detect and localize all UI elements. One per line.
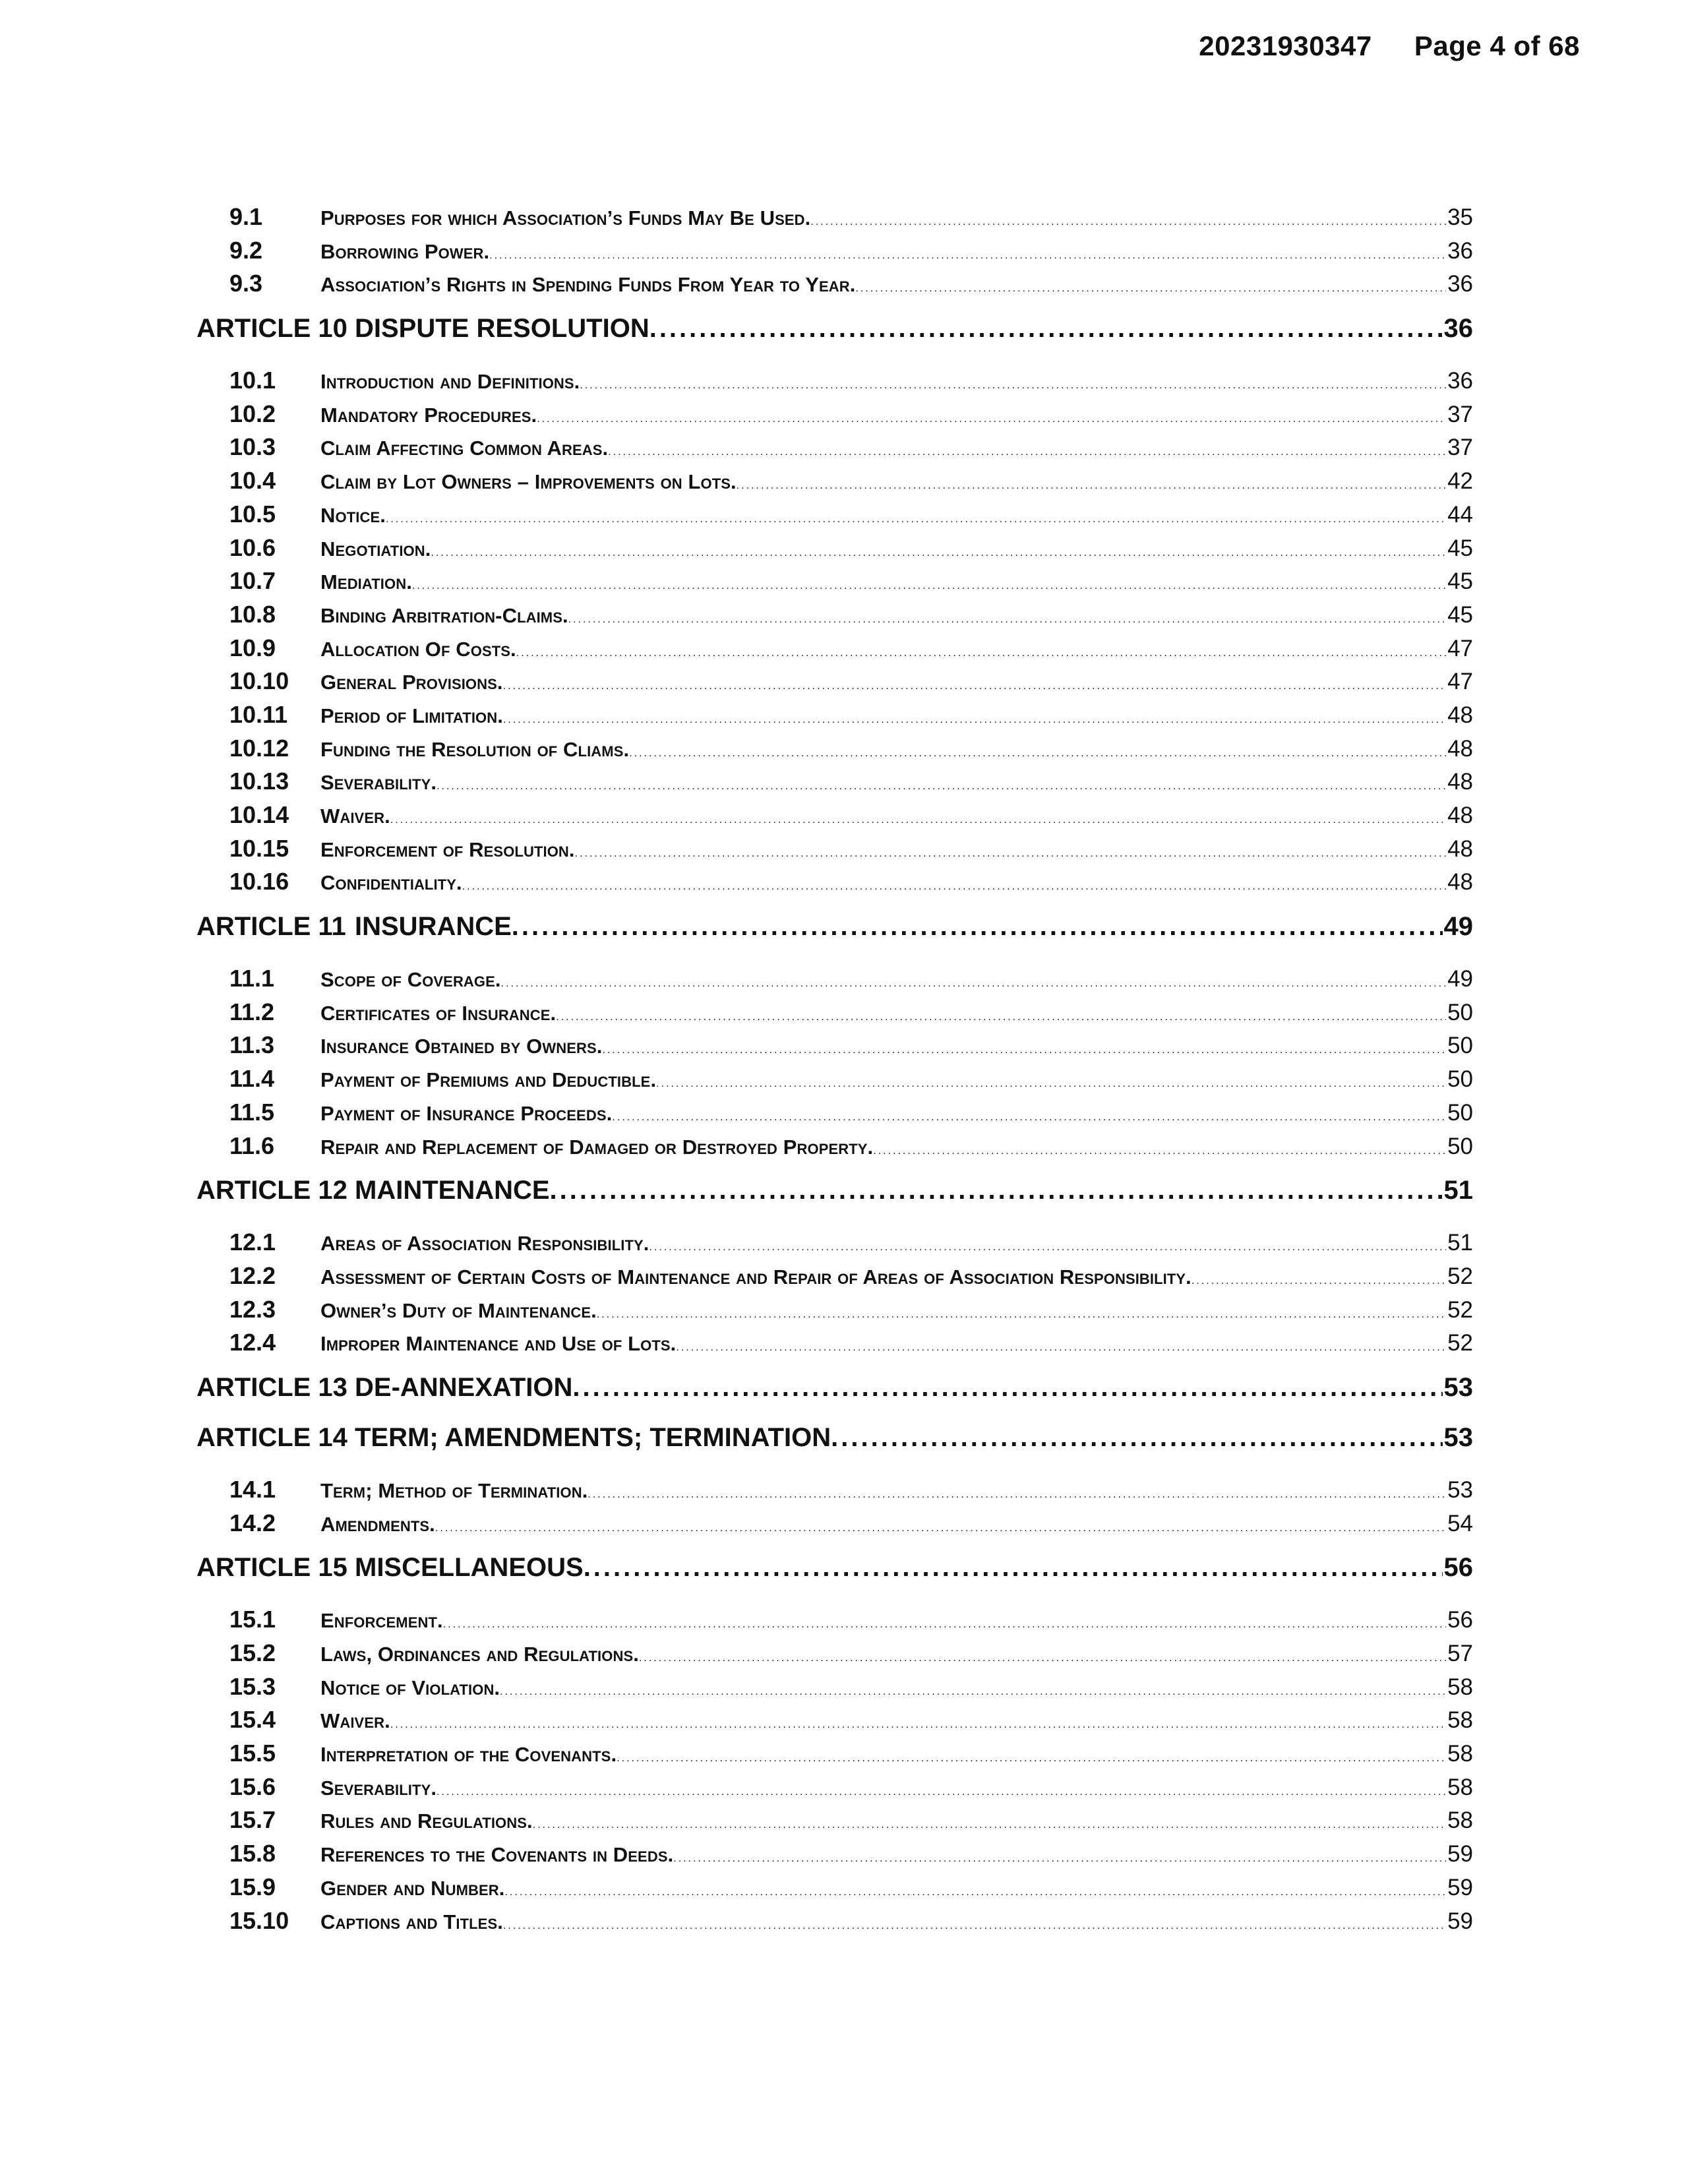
toc-article-heading[interactable] bbox=[196, 1177, 1473, 1213]
section-page-number: 58 bbox=[1447, 1774, 1473, 1800]
article-title: DE-ANNEXATION bbox=[355, 1372, 573, 1402]
section-title: Claim Affecting Common Areas. bbox=[320, 437, 609, 460]
toc-section-entry[interactable] bbox=[196, 1029, 1473, 1062]
article-page-number: 36 bbox=[1443, 314, 1473, 344]
section-page-number: 53 bbox=[1447, 1476, 1473, 1503]
toc-section-entry[interactable] bbox=[196, 364, 1473, 398]
dot-leader bbox=[588, 1478, 1446, 1512]
section-title: Captions and Titles. bbox=[320, 1910, 503, 1933]
toc-section-entry[interactable] bbox=[196, 1603, 1473, 1637]
section-title: Borrowing Power. bbox=[320, 239, 490, 263]
toc-lead-sections bbox=[196, 200, 1473, 301]
dot-leader bbox=[390, 804, 1446, 837]
dot-leader bbox=[617, 1742, 1446, 1776]
section-page-number: 50 bbox=[1447, 1099, 1473, 1126]
article-page-number: 49 bbox=[1443, 912, 1473, 942]
section-page-number: 54 bbox=[1447, 1510, 1473, 1536]
article-number: ARTICLE 13 bbox=[196, 1372, 347, 1402]
dot-leader bbox=[673, 1842, 1446, 1876]
dot-leader bbox=[500, 1676, 1446, 1709]
article-page-number: 53 bbox=[1443, 1372, 1473, 1402]
dot-leader bbox=[537, 403, 1446, 437]
section-number: 10.1 bbox=[229, 367, 276, 394]
section-number: 10.15 bbox=[229, 834, 289, 862]
dot-leader bbox=[572, 1374, 1442, 1401]
section-page-number: 59 bbox=[1447, 1874, 1473, 1900]
toc-section-entry[interactable] bbox=[196, 996, 1473, 1029]
toc-section-entry[interactable] bbox=[196, 531, 1473, 565]
toc-article-heading[interactable] bbox=[196, 1554, 1473, 1590]
section-page-number: 45 bbox=[1447, 601, 1473, 628]
dot-leader bbox=[412, 570, 1446, 603]
page-header bbox=[1199, 30, 1580, 62]
section-page-number: 48 bbox=[1447, 803, 1473, 828]
section-title: Term; Method of Termination. bbox=[320, 1478, 588, 1502]
section-number: 14.1 bbox=[229, 1475, 276, 1503]
dot-leader bbox=[873, 1135, 1446, 1168]
toc-article-heading[interactable] bbox=[196, 913, 1473, 949]
section-title: Enforcement. bbox=[320, 1609, 443, 1633]
section-title: Purposes for which Association’s Funds May Be Used. bbox=[320, 206, 811, 229]
toc-section-entry[interactable] bbox=[196, 765, 1473, 799]
toc-section-entry[interactable] bbox=[196, 1670, 1473, 1704]
toc-section-entry[interactable] bbox=[196, 1904, 1473, 1938]
dot-leader bbox=[649, 1231, 1446, 1265]
section-number: 14.2 bbox=[229, 1509, 276, 1536]
section-title: Payment of Insurance Proceeds. bbox=[320, 1101, 613, 1125]
dot-leader bbox=[556, 1001, 1446, 1035]
toc-section-entry[interactable] bbox=[196, 1771, 1473, 1804]
section-number: 10.4 bbox=[229, 467, 276, 495]
section-page-number: 36 bbox=[1447, 271, 1473, 297]
section-title: Claim by Lot Owners – Improvements on Lots. bbox=[320, 470, 737, 494]
toc-article-heading[interactable] bbox=[196, 1424, 1473, 1460]
section-page-number: 50 bbox=[1447, 1066, 1473, 1093]
toc-article-group bbox=[196, 1374, 1473, 1410]
section-page-number: 48 bbox=[1447, 735, 1473, 762]
toc-section-entry[interactable] bbox=[196, 1737, 1473, 1771]
article-page-number: 51 bbox=[1443, 1176, 1473, 1205]
dot-leader bbox=[390, 1709, 1446, 1742]
toc-section-entry[interactable] bbox=[196, 200, 1473, 234]
section-number: 15.5 bbox=[229, 1740, 276, 1767]
dot-leader bbox=[1191, 1265, 1446, 1298]
dot-leader bbox=[435, 1512, 1446, 1546]
toc-article-group bbox=[196, 1177, 1473, 1360]
section-title: Owner’s Duty of Maintenance. bbox=[320, 1298, 597, 1322]
section-page-number: 37 bbox=[1447, 435, 1473, 461]
toc-section-entry[interactable] bbox=[196, 1259, 1473, 1293]
article-number: ARTICLE 14 bbox=[196, 1422, 347, 1452]
section-title: Assessment of Certain Costs of Maintenance and Repair of Areas of Association Responsibility. bbox=[320, 1265, 1191, 1289]
toc-section-entry[interactable] bbox=[196, 464, 1473, 498]
dot-leader bbox=[568, 603, 1446, 637]
dot-leader bbox=[437, 770, 1446, 804]
dot-leader bbox=[608, 436, 1446, 470]
toc-section-entry[interactable] bbox=[196, 234, 1473, 268]
section-page-number: 58 bbox=[1447, 1674, 1473, 1700]
article-title: MAINTENANCE bbox=[355, 1176, 550, 1205]
toc-section-entry[interactable] bbox=[196, 632, 1473, 665]
section-number: 10.11 bbox=[229, 700, 288, 728]
section-page-number: 50 bbox=[1447, 999, 1473, 1025]
article-number: ARTICLE 15 bbox=[196, 1553, 347, 1583]
article-page-number: 53 bbox=[1443, 1422, 1473, 1452]
dot-leader bbox=[584, 1554, 1443, 1581]
article-title: MISCELLANEOUS bbox=[355, 1553, 584, 1583]
document-number: 20231930347 bbox=[1199, 30, 1372, 61]
section-number: 9.3 bbox=[229, 270, 263, 297]
dot-leader bbox=[602, 1034, 1446, 1068]
toc-section-entry[interactable] bbox=[196, 799, 1473, 832]
section-number: 15.2 bbox=[229, 1639, 276, 1666]
section-number: 11.5 bbox=[229, 1098, 275, 1126]
article-number: ARTICLE 11 bbox=[196, 912, 346, 942]
section-page-number: 57 bbox=[1447, 1641, 1473, 1666]
section-number: 10.8 bbox=[229, 600, 276, 628]
dot-leader bbox=[462, 870, 1446, 904]
section-page-number: 37 bbox=[1447, 401, 1473, 427]
toc-section-entry[interactable] bbox=[196, 1837, 1473, 1871]
section-title: Repair and Replacement of Damaged or Destroyed Property. bbox=[320, 1135, 874, 1159]
section-title: Association’s Rights in Spending Funds From Year to Year. bbox=[320, 273, 856, 297]
section-page-number: 44 bbox=[1447, 501, 1473, 528]
toc-section-entry[interactable] bbox=[196, 1507, 1473, 1540]
section-number: 10.13 bbox=[229, 768, 289, 795]
section-number: 10.14 bbox=[229, 801, 289, 828]
dot-leader bbox=[503, 1910, 1446, 1943]
section-title: Confidentiality. bbox=[320, 871, 462, 895]
section-page-number: 50 bbox=[1447, 1033, 1473, 1059]
toc-article-heading[interactable] bbox=[196, 1374, 1473, 1410]
section-title: Gender and Number. bbox=[320, 1876, 505, 1900]
section-number: 15.8 bbox=[229, 1840, 276, 1867]
dot-leader bbox=[639, 1642, 1446, 1676]
section-number: 12.4 bbox=[229, 1329, 276, 1356]
toc-section-entry[interactable] bbox=[196, 1804, 1473, 1837]
section-title: Amendments. bbox=[320, 1512, 435, 1536]
section-number: 15.9 bbox=[229, 1873, 276, 1900]
section-number: 10.5 bbox=[229, 500, 276, 528]
section-number: 15.1 bbox=[229, 1606, 276, 1633]
toc-section-entry[interactable] bbox=[196, 267, 1473, 301]
section-page-number: 58 bbox=[1447, 1807, 1473, 1834]
section-page-number: 48 bbox=[1447, 769, 1473, 795]
dot-leader bbox=[504, 1876, 1446, 1910]
section-page-number: 48 bbox=[1447, 702, 1473, 728]
toc-section-entry[interactable] bbox=[196, 1096, 1473, 1130]
section-page-number: 52 bbox=[1447, 1330, 1473, 1356]
section-title: Interpretation of the Covenants. bbox=[320, 1743, 617, 1767]
section-title: References to the Covenants in Deeds. bbox=[320, 1843, 674, 1867]
section-title: Period of Limitation. bbox=[320, 704, 503, 727]
toc-section-entry[interactable] bbox=[196, 1293, 1473, 1327]
section-number: 11.1 bbox=[229, 965, 275, 992]
section-title: Negotiation. bbox=[320, 537, 431, 561]
toc-section-entry[interactable] bbox=[196, 398, 1473, 431]
section-page-number: 48 bbox=[1447, 869, 1473, 895]
section-number: 10.16 bbox=[229, 868, 289, 895]
section-number: 15.4 bbox=[229, 1706, 276, 1734]
dot-leader bbox=[501, 967, 1446, 1001]
dot-leader bbox=[580, 369, 1446, 403]
section-page-number: 35 bbox=[1447, 204, 1473, 230]
section-title: Notice. bbox=[320, 503, 386, 527]
toc-section-entry[interactable] bbox=[196, 832, 1473, 866]
section-number: 11.4 bbox=[229, 1065, 275, 1093]
section-number: 12.1 bbox=[229, 1228, 276, 1256]
section-number: 10.3 bbox=[229, 433, 276, 461]
section-page-number: 47 bbox=[1447, 635, 1473, 661]
section-title: Mediation. bbox=[320, 570, 412, 594]
section-page-number: 47 bbox=[1447, 669, 1473, 695]
section-title: Laws, Ordinances and Regulations. bbox=[320, 1643, 639, 1666]
dot-leader bbox=[516, 637, 1446, 671]
toc-section-entry[interactable] bbox=[196, 1871, 1473, 1904]
section-page-number: 51 bbox=[1447, 1230, 1473, 1256]
dot-leader bbox=[737, 470, 1446, 503]
dot-leader bbox=[810, 206, 1446, 239]
article-title: TERM; AMENDMENTS; TERMINATION bbox=[355, 1422, 831, 1452]
section-number: 10.2 bbox=[229, 400, 276, 427]
section-page-number: 58 bbox=[1447, 1741, 1473, 1767]
section-title: Binding Arbitration-Claims. bbox=[320, 603, 568, 627]
section-number: 9.2 bbox=[229, 236, 263, 264]
dot-leader bbox=[431, 537, 1446, 570]
section-title: Rules and Regulations. bbox=[320, 1809, 533, 1833]
dot-leader bbox=[437, 1776, 1446, 1809]
dot-leader bbox=[503, 704, 1446, 737]
section-title: General Provisions. bbox=[320, 671, 503, 694]
section-page-number: 58 bbox=[1447, 1707, 1473, 1734]
section-number: 15.6 bbox=[229, 1773, 276, 1800]
toc-section-entry[interactable] bbox=[196, 498, 1473, 531]
dot-leader bbox=[550, 1177, 1443, 1203]
section-page-number: 45 bbox=[1447, 535, 1473, 561]
dot-leader bbox=[629, 737, 1446, 771]
toc-article-heading[interactable] bbox=[196, 315, 1473, 351]
toc-article-group bbox=[196, 1554, 1473, 1937]
toc-section-entry[interactable] bbox=[196, 564, 1473, 598]
section-title: Introduction and Definitions. bbox=[320, 370, 580, 394]
section-number: 11.6 bbox=[229, 1132, 275, 1159]
section-page-number: 59 bbox=[1447, 1908, 1473, 1934]
section-title: Enforcement of Resolution. bbox=[320, 837, 575, 861]
toc-section-entry[interactable] bbox=[196, 962, 1473, 996]
section-title: Mandatory Procedures. bbox=[320, 403, 537, 427]
dot-leader bbox=[489, 239, 1446, 273]
dot-leader bbox=[831, 1424, 1442, 1451]
toc-section-entry[interactable] bbox=[196, 732, 1473, 766]
section-title: Areas of Association Responsibility. bbox=[320, 1232, 649, 1256]
section-number: 10.9 bbox=[229, 634, 276, 661]
section-title: Waiver. bbox=[320, 1709, 390, 1733]
article-number: ARTICLE 10 bbox=[196, 314, 347, 344]
section-number: 11.3 bbox=[229, 1031, 275, 1059]
section-title: Severability. bbox=[320, 1776, 437, 1800]
toc-section-entry[interactable] bbox=[196, 698, 1473, 732]
section-number: 15.7 bbox=[229, 1806, 276, 1834]
section-page-number: 52 bbox=[1447, 1263, 1473, 1289]
toc-section-entry[interactable] bbox=[196, 865, 1473, 899]
section-page-number: 59 bbox=[1447, 1841, 1473, 1867]
dot-leader bbox=[856, 272, 1447, 306]
toc-section-entry[interactable] bbox=[196, 1326, 1473, 1360]
section-number: 15.10 bbox=[229, 1906, 289, 1934]
article-page-number: 56 bbox=[1443, 1553, 1473, 1583]
section-title: Payment of Premiums and Deductible. bbox=[320, 1068, 657, 1092]
dot-leader bbox=[612, 1101, 1446, 1135]
section-number: 10.12 bbox=[229, 734, 289, 762]
section-page-number: 49 bbox=[1447, 966, 1473, 992]
dot-leader bbox=[443, 1608, 1446, 1642]
toc-section-entry[interactable] bbox=[196, 1637, 1473, 1670]
section-title: Notice of Violation. bbox=[320, 1676, 500, 1699]
dot-leader bbox=[597, 1298, 1446, 1332]
toc-section-entry[interactable] bbox=[196, 431, 1473, 464]
section-number: 12.2 bbox=[229, 1261, 276, 1289]
toc-section-entry[interactable] bbox=[196, 665, 1473, 698]
section-number: 10.7 bbox=[229, 567, 276, 595]
section-page-number: 56 bbox=[1447, 1607, 1473, 1633]
section-number: 10.10 bbox=[229, 667, 289, 695]
section-title: Certificates of Insurance. bbox=[320, 1001, 557, 1025]
dot-leader bbox=[512, 913, 1443, 940]
toc-section-entry[interactable] bbox=[196, 1473, 1473, 1507]
toc-article-group bbox=[196, 913, 1473, 1163]
section-title: Insurance Obtained by Owners. bbox=[320, 1035, 603, 1058]
section-title: Scope of Coverage. bbox=[320, 968, 501, 992]
section-title: Waiver. bbox=[320, 804, 390, 828]
section-number: 15.3 bbox=[229, 1672, 276, 1700]
article-title: DISPUTE RESOLUTION bbox=[355, 314, 649, 344]
toc-article-group bbox=[196, 1424, 1473, 1540]
section-title: Improper Maintenance and Use of Lots. bbox=[320, 1332, 677, 1356]
toc-article-group bbox=[196, 315, 1473, 899]
section-number: 11.2 bbox=[229, 998, 275, 1025]
article-title: INSURANCE bbox=[355, 912, 512, 942]
article-number: ARTICLE 12 bbox=[196, 1176, 347, 1205]
table-of-contents bbox=[196, 200, 1473, 1937]
toc-section-entry[interactable] bbox=[196, 1703, 1473, 1737]
dot-leader bbox=[386, 503, 1446, 537]
section-title: Funding the Resolution of Cliams. bbox=[320, 737, 630, 761]
section-page-number: 50 bbox=[1447, 1133, 1473, 1159]
section-page-number: 48 bbox=[1447, 835, 1473, 862]
toc-section-entry[interactable] bbox=[196, 1062, 1473, 1096]
section-title: Severability. bbox=[320, 771, 437, 795]
dot-leader bbox=[503, 670, 1446, 704]
toc-section-entry[interactable] bbox=[196, 1226, 1473, 1259]
section-page-number: 45 bbox=[1447, 568, 1473, 595]
section-page-number: 42 bbox=[1447, 468, 1473, 495]
page-number: Page 4 of 68 bbox=[1414, 30, 1580, 61]
section-title: Allocation Of Costs. bbox=[320, 637, 516, 661]
dot-leader bbox=[676, 1331, 1446, 1365]
section-number: 10.6 bbox=[229, 533, 276, 561]
dot-leader bbox=[649, 315, 1443, 342]
section-page-number: 36 bbox=[1447, 237, 1473, 264]
section-number: 12.3 bbox=[229, 1295, 276, 1323]
toc-section-entry[interactable] bbox=[196, 598, 1473, 632]
toc-section-entry[interactable] bbox=[196, 1130, 1473, 1163]
section-page-number: 36 bbox=[1447, 368, 1473, 394]
dot-leader bbox=[575, 837, 1446, 871]
section-page-number: 52 bbox=[1447, 1296, 1473, 1323]
section-number: 9.1 bbox=[229, 203, 263, 230]
dot-leader bbox=[656, 1068, 1446, 1101]
dot-leader bbox=[533, 1809, 1446, 1842]
